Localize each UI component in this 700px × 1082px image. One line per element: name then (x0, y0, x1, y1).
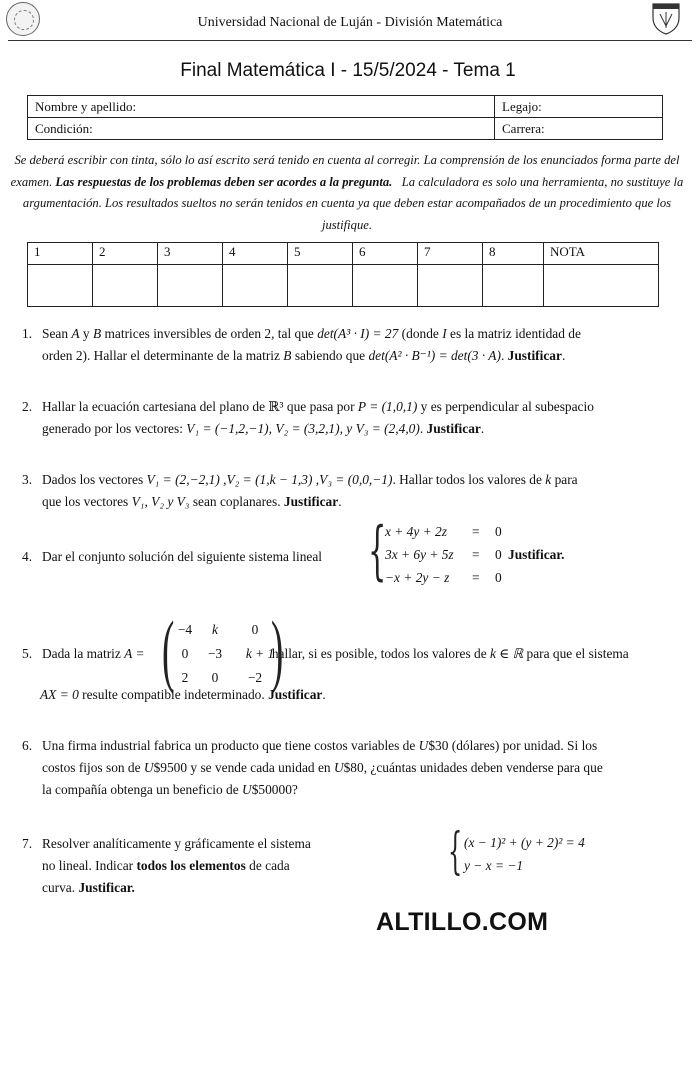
matrix-cell: 0 (251, 622, 259, 637)
question-5 (22, 643, 690, 665)
q3-justify: Justificar (283, 494, 339, 509)
q1-text: y (79, 326, 93, 341)
q4-text: Dar el conjunto solución del siguiente sistema lineal (42, 549, 323, 564)
q7-equation-2: y − x = −1 (464, 858, 524, 873)
grade-header: 1 (28, 243, 93, 265)
condicion-field: Condición: (28, 118, 495, 140)
grade-cell[interactable] (418, 265, 483, 307)
q1-var-a: A (71, 326, 80, 341)
q2-text: y es perpendicular al subespacio (417, 399, 594, 414)
q7-bold: todos los elementos (136, 858, 246, 873)
instructions-bold: Las respuestas de los problemas deben ser acordes a la pregunta. (55, 174, 393, 189)
q7-text: no lineal. Indicar (42, 858, 137, 873)
matrix-cell: k + 1 (245, 646, 275, 661)
q2-text: . (419, 421, 427, 436)
q5-k-in-r: k ∈ ℝ (490, 646, 524, 661)
q6-currency: U (418, 738, 429, 753)
q7-text: curva. (42, 880, 79, 895)
left-paren-icon: ( (162, 604, 175, 695)
question-number: 3. (22, 472, 33, 487)
q6-text: $30 (dólares) por unidad. Si los (428, 738, 598, 753)
q2-text: generado por los vectores: (42, 421, 187, 436)
question-number: 5. (22, 646, 33, 661)
q1-equation-1: det(A³ · I) = 27 (317, 326, 399, 341)
grade-cell[interactable] (223, 265, 288, 307)
q3-text: . (338, 494, 342, 509)
question-7 (22, 833, 382, 899)
q6-currency: U (143, 760, 154, 775)
grade-cell[interactable] (483, 265, 544, 307)
exam-title: Final Matemática I - 15/5/2024 - Tema 1 (180, 60, 516, 81)
q5-equation: AX = 0 (40, 687, 79, 702)
right-paren-icon: ) (271, 604, 284, 695)
grade-header: 6 (353, 243, 418, 265)
q5-text: hallar, si es posible, todos los valores de (268, 646, 490, 661)
question-6 (22, 735, 690, 801)
student-info-table (27, 95, 663, 140)
q6-text: Una firma industrial fabrica un producto que tiene costos variables de (42, 738, 419, 753)
q1-justify: Justificar (507, 348, 562, 363)
q5-text: resulte compatible indeterminado. (78, 687, 269, 702)
exam-instructions (4, 150, 690, 236)
q3-vectors: V₁ = (2,−2,1) ,V₂ = (1,k − 1,3) ,V₃ = (0,0,−1) (146, 472, 393, 487)
question-5-line2 (40, 684, 680, 706)
matrix-cell: −2 (247, 670, 263, 685)
q1-var-b: B (92, 326, 102, 341)
q2-vectors: V₁ = (−1,2,−1), V₂ = (3,2,1), y V₃ = (2,4,0) (186, 421, 420, 436)
grade-cell[interactable] (158, 265, 223, 307)
q2-point: P = (1,0,1) (357, 399, 418, 414)
q2-justify: Justificar (426, 421, 481, 436)
carrera-field: Carrera: (495, 118, 663, 140)
matrix-cell: 0 (211, 670, 219, 685)
q4-eq-rhs: 0 (495, 570, 502, 585)
grade-cell[interactable] (28, 265, 93, 307)
division-shield-logo (650, 2, 682, 36)
q1-var-i: I (442, 326, 447, 341)
q4-eq-lhs: 3x + 6y + 5z (385, 547, 454, 562)
altillo-watermark: ALTILLO.COM (376, 908, 549, 936)
name-field: Nombre y apellido: (28, 96, 495, 118)
matrix-cell: 0 (181, 646, 189, 661)
question-4 (22, 546, 690, 568)
grade-header: 2 (93, 243, 158, 265)
q6-text: la compañía obtenga un beneficio de (42, 782, 243, 797)
question-number: 6. (22, 738, 33, 753)
q1-text: . (561, 348, 566, 363)
q7-text: Resolver analíticamente y gráficamente el sistema (42, 836, 311, 851)
q4-eq-sign: = (472, 524, 480, 539)
q3-vector-names: V₁, V₂ y V₃ (131, 494, 190, 509)
q3-text: Dados los vectores (42, 472, 147, 487)
q1-text: orden 2). Hallar el determinante de la matriz (42, 348, 284, 363)
institution-header: Universidad Nacional de Luján - División Matemática (197, 15, 503, 30)
matrix-cell: −4 (177, 622, 193, 637)
q7-text: de cada (245, 858, 290, 873)
instructions-part3: La calculadora es solo una herramienta, no sustituye la argumentación. Los resultados sueltos no serán tenidos en cuenta ya que deben estar acompañados de un procedimiento que los justifique. (22, 174, 684, 232)
grade-table (27, 242, 659, 307)
question-number: 4. (22, 549, 33, 564)
q4-eq-sign: = (472, 570, 480, 585)
q6-currency: U (333, 760, 344, 775)
q1-text: (donde (398, 326, 443, 341)
q5-matrix-label: A = (124, 646, 145, 661)
grade-header-nota: NOTA (544, 243, 659, 265)
left-brace-icon: { (368, 514, 387, 588)
grade-cell[interactable] (93, 265, 158, 307)
matrix-cell: k (212, 622, 218, 637)
q4-linear-system (368, 514, 588, 591)
q4-eq-lhs: −x + 2y − z (385, 570, 450, 585)
q3-text: sean coplanares. (189, 494, 284, 509)
q5-justify: Justificar (268, 687, 323, 702)
grade-header: 4 (223, 243, 288, 265)
q5-text: Dada la matriz (42, 646, 125, 661)
q5-text: . (322, 687, 326, 702)
question-3 (22, 469, 690, 513)
legajo-field: Legajo: (495, 96, 663, 118)
q6-currency: U (242, 782, 252, 797)
q6-text: costos fijos son de (42, 760, 144, 775)
q7-equation-1: (x − 1)² + (y + 2)² = 4 (464, 835, 585, 850)
q5-text: para que el sistema (523, 646, 629, 661)
q5-matrix (162, 604, 286, 695)
grade-cell-nota[interactable] (544, 265, 659, 307)
q1-text: matrices inversibles de orden 2, tal que (101, 326, 318, 341)
q6-text: $80, ¿cuántas unidades deben venderse para que (343, 760, 603, 775)
q3-var-k: k (545, 472, 552, 487)
grade-header: 8 (483, 243, 544, 265)
q2-text: . (480, 421, 485, 436)
instructions-part1: Se deberá escribir con tinta, sólo lo así escrito será tenido en cuenta al corregir. La comprensión de los enunciados forma parte del examen. (10, 153, 680, 189)
left-brace-icon: { (448, 822, 463, 880)
q1-text: sabiendo que (291, 348, 369, 363)
q7-nonlinear-system (448, 822, 648, 882)
question-2 (22, 396, 690, 440)
question-number: 7. (22, 836, 33, 851)
question-number: 2. (22, 399, 33, 414)
q1-text: es la matriz identidad de (446, 326, 581, 341)
q6-text: $9500 y se vende cada unidad en (153, 760, 334, 775)
matrix-cell: −3 (207, 646, 223, 661)
grade-header: 7 (418, 243, 483, 265)
grade-cell[interactable] (353, 265, 418, 307)
grade-header: 5 (288, 243, 353, 265)
header-divider (8, 40, 692, 41)
q7-justify: Justificar. (78, 880, 135, 895)
q2-text: Hallar la ecuación cartesiana del plano de ℝ³ que pasa por (42, 399, 358, 414)
q1-equation-2: det(A² · B⁻¹) = det(3 · A) (368, 348, 501, 363)
q3-text: . Hallar todos los valores de (392, 472, 546, 487)
q1-text: Sean (42, 326, 72, 341)
q1-text: . (500, 348, 508, 363)
q4-eq-rhs: 0 (495, 524, 502, 539)
question-number: 1. (22, 326, 33, 341)
q6-text: $50000? (251, 782, 298, 797)
q3-text: que los vectores (42, 494, 132, 509)
q3-text: para (551, 472, 578, 487)
q4-eq-sign: = (472, 547, 480, 562)
grade-header: 3 (158, 243, 223, 265)
question-1 (22, 323, 690, 367)
matrix-cell: 2 (181, 670, 189, 685)
q4-justify: Justificar. (508, 547, 565, 562)
q1-var-b: B (283, 348, 292, 363)
q4-eq-lhs: x + 4y + 2z (385, 524, 447, 539)
q4-eq-rhs: 0 (495, 547, 502, 562)
grade-cell[interactable] (288, 265, 353, 307)
